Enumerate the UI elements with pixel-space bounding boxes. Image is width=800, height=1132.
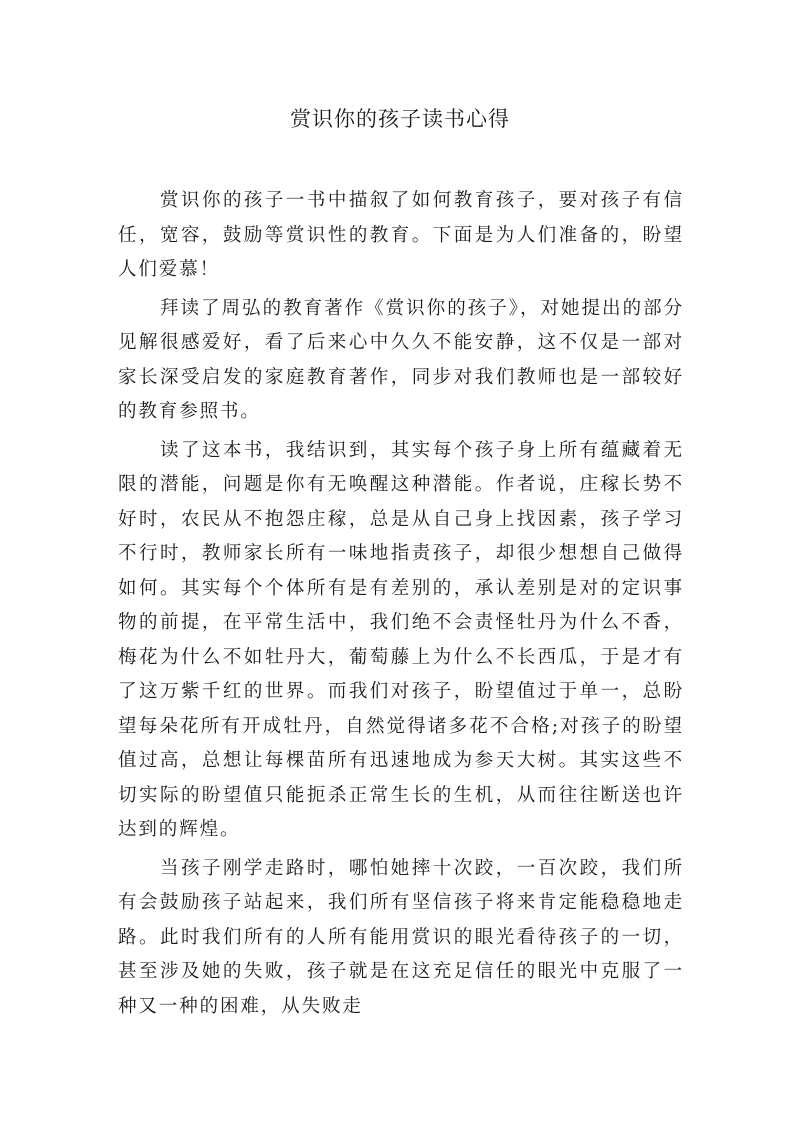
- paragraph: 读了这本书，我结识到，其实每个孩子身上所有蕴藏着无限的潜能，问题是你有无唤醒这种潜能。作者说，庄稼长势不好时，农民从不抱怨庄稼，总是从自己身上找因素，孩子学习不行时，教师家长所有一味地指责孩子，却很少想想自己做得如何。其实每个个体所有是有差别的，承认差别是对的定识事物的前提，在平常生活中，我们绝不会责怪牡丹为什么不香，梅花为什么不如牡丹大，葡萄藤上为什么不长西瓜，于是才有了这万紫千红的世界。而我们对孩子，盼望值过于单一，总盼望每朵花所有开成牡丹，自然觉得诸多花不合格;对孩子的盼望值过高，总想让每棵苗所有迅速地成为参天大树。其实这些不切实际的盼望值只能扼杀正常生长的生机，从而往往断送也许达到的辉煌。: [118, 439, 684, 840]
- paragraph: 拜读了周弘的教育著作《赏识你的孩子》，对她提出的部分见解很感爱好，看了后来心中久久不能安静，这不仅是一部对家长深受启发的家庭教育著作，同步对我们教师也是一部较好的教育参照书。: [118, 297, 684, 422]
- document-title: 赏识你的孩子读书心得: [290, 107, 510, 131]
- paragraph: 赏识你的孩子一书中描叙了如何教育孩子，要对孩子有信任，宽容，鼓励等赏识性的教育。下面是为人们准备的，盼望人们爱慕！: [118, 190, 684, 280]
- document-body: [118, 184, 684, 1024]
- paragraph: 当孩子刚学走路时，哪怕她摔十次跤，一百次跤，我们所有会鼓励孩子站起来，我们所有坚信孩子将来肯定能稳稳地走路。此时我们所有的人所有能用赏识的眼光看待孩子的一切，甚至涉及她的失败，孩子就是在这充足信任的眼光中克服了一种又一种的困难，从失败走: [118, 857, 684, 1017]
